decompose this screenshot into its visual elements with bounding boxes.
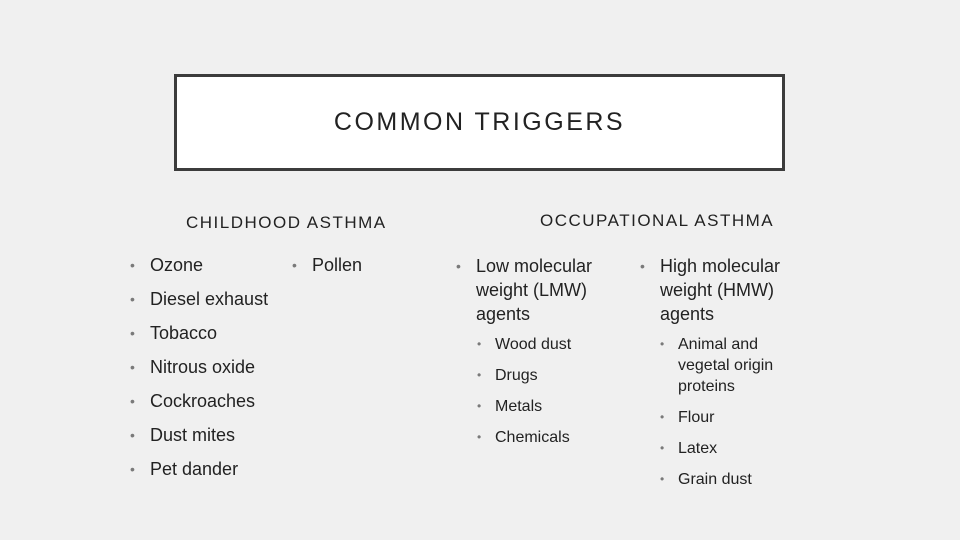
list-item — [130, 322, 300, 344]
bullet-icon: • — [477, 399, 482, 413]
list-item-text: Flour — [678, 409, 715, 426]
bullet-icon: • — [660, 410, 665, 424]
list-item — [477, 334, 627, 355]
bullet-icon: • — [640, 258, 645, 274]
bullet-icon: • — [660, 441, 665, 455]
list-item-text: Animal and vegetal origin proteins — [678, 336, 774, 395]
list-item — [130, 458, 300, 480]
list-item — [640, 254, 810, 326]
bullet-icon: • — [130, 325, 135, 341]
slide-title: COMMON TRIGGERS — [333, 108, 626, 136]
bullet-icon: • — [130, 359, 135, 375]
lmw-agents-sublist — [477, 334, 627, 448]
list-item-text: Pet dander — [150, 459, 239, 479]
bullet-icon: • — [292, 257, 297, 273]
bullet-icon: • — [130, 461, 135, 477]
list-item-text: Latex — [678, 440, 718, 457]
list-item-text: Ozone — [150, 255, 204, 275]
list-item — [477, 396, 627, 417]
list-item — [130, 254, 300, 276]
list-item-text: Drugs — [495, 367, 538, 384]
hmw-agents-sublist — [660, 334, 800, 490]
list-item-text: Pollen — [312, 255, 363, 275]
list-item — [660, 438, 800, 459]
bullet-icon: • — [130, 257, 135, 273]
list-item-text: Chemicals — [495, 429, 570, 446]
list-item — [477, 427, 627, 448]
lmw-agents-list — [456, 254, 626, 326]
list-item-text: Grain dust — [678, 471, 752, 488]
list-item — [456, 254, 626, 326]
list-item — [130, 356, 300, 378]
list-item — [660, 407, 800, 428]
bullet-icon: • — [456, 258, 461, 274]
list-item-text: Metals — [495, 398, 543, 415]
list-item-text: High molecular weight (HMW) agents — [660, 256, 781, 324]
list-item-text: Tobacco — [150, 323, 218, 343]
list-item — [130, 424, 300, 446]
bullet-icon: • — [130, 291, 135, 307]
occupational-asthma-heading: OCCUPATIONAL ASTHMA — [540, 211, 775, 230]
list-item — [130, 288, 300, 310]
bullet-icon: • — [660, 472, 665, 486]
list-item — [660, 469, 800, 490]
childhood-triggers-list-2 — [292, 254, 392, 276]
list-item — [130, 390, 300, 412]
bullet-icon: • — [477, 430, 482, 444]
list-item-text: Cockroaches — [150, 391, 256, 411]
list-item-text: Diesel exhaust — [150, 289, 269, 309]
list-item — [292, 254, 392, 276]
hmw-agents-list — [640, 254, 810, 326]
bullet-icon: • — [660, 337, 665, 351]
list-item-text: Wood dust — [495, 336, 572, 353]
bullet-icon: • — [477, 337, 482, 351]
bullet-icon: • — [130, 393, 135, 409]
list-item-text: Low molecular weight (LMW) agents — [476, 256, 593, 324]
childhood-asthma-heading: CHILDHOOD ASTHMA — [186, 213, 387, 232]
list-item-text: Nitrous oxide — [150, 357, 256, 377]
title-box — [174, 74, 785, 171]
list-item-text: Dust mites — [150, 425, 236, 445]
bullet-icon: • — [130, 427, 135, 443]
list-item — [477, 365, 627, 386]
childhood-triggers-list — [130, 254, 300, 480]
list-item — [660, 334, 800, 397]
bullet-icon: • — [477, 368, 482, 382]
